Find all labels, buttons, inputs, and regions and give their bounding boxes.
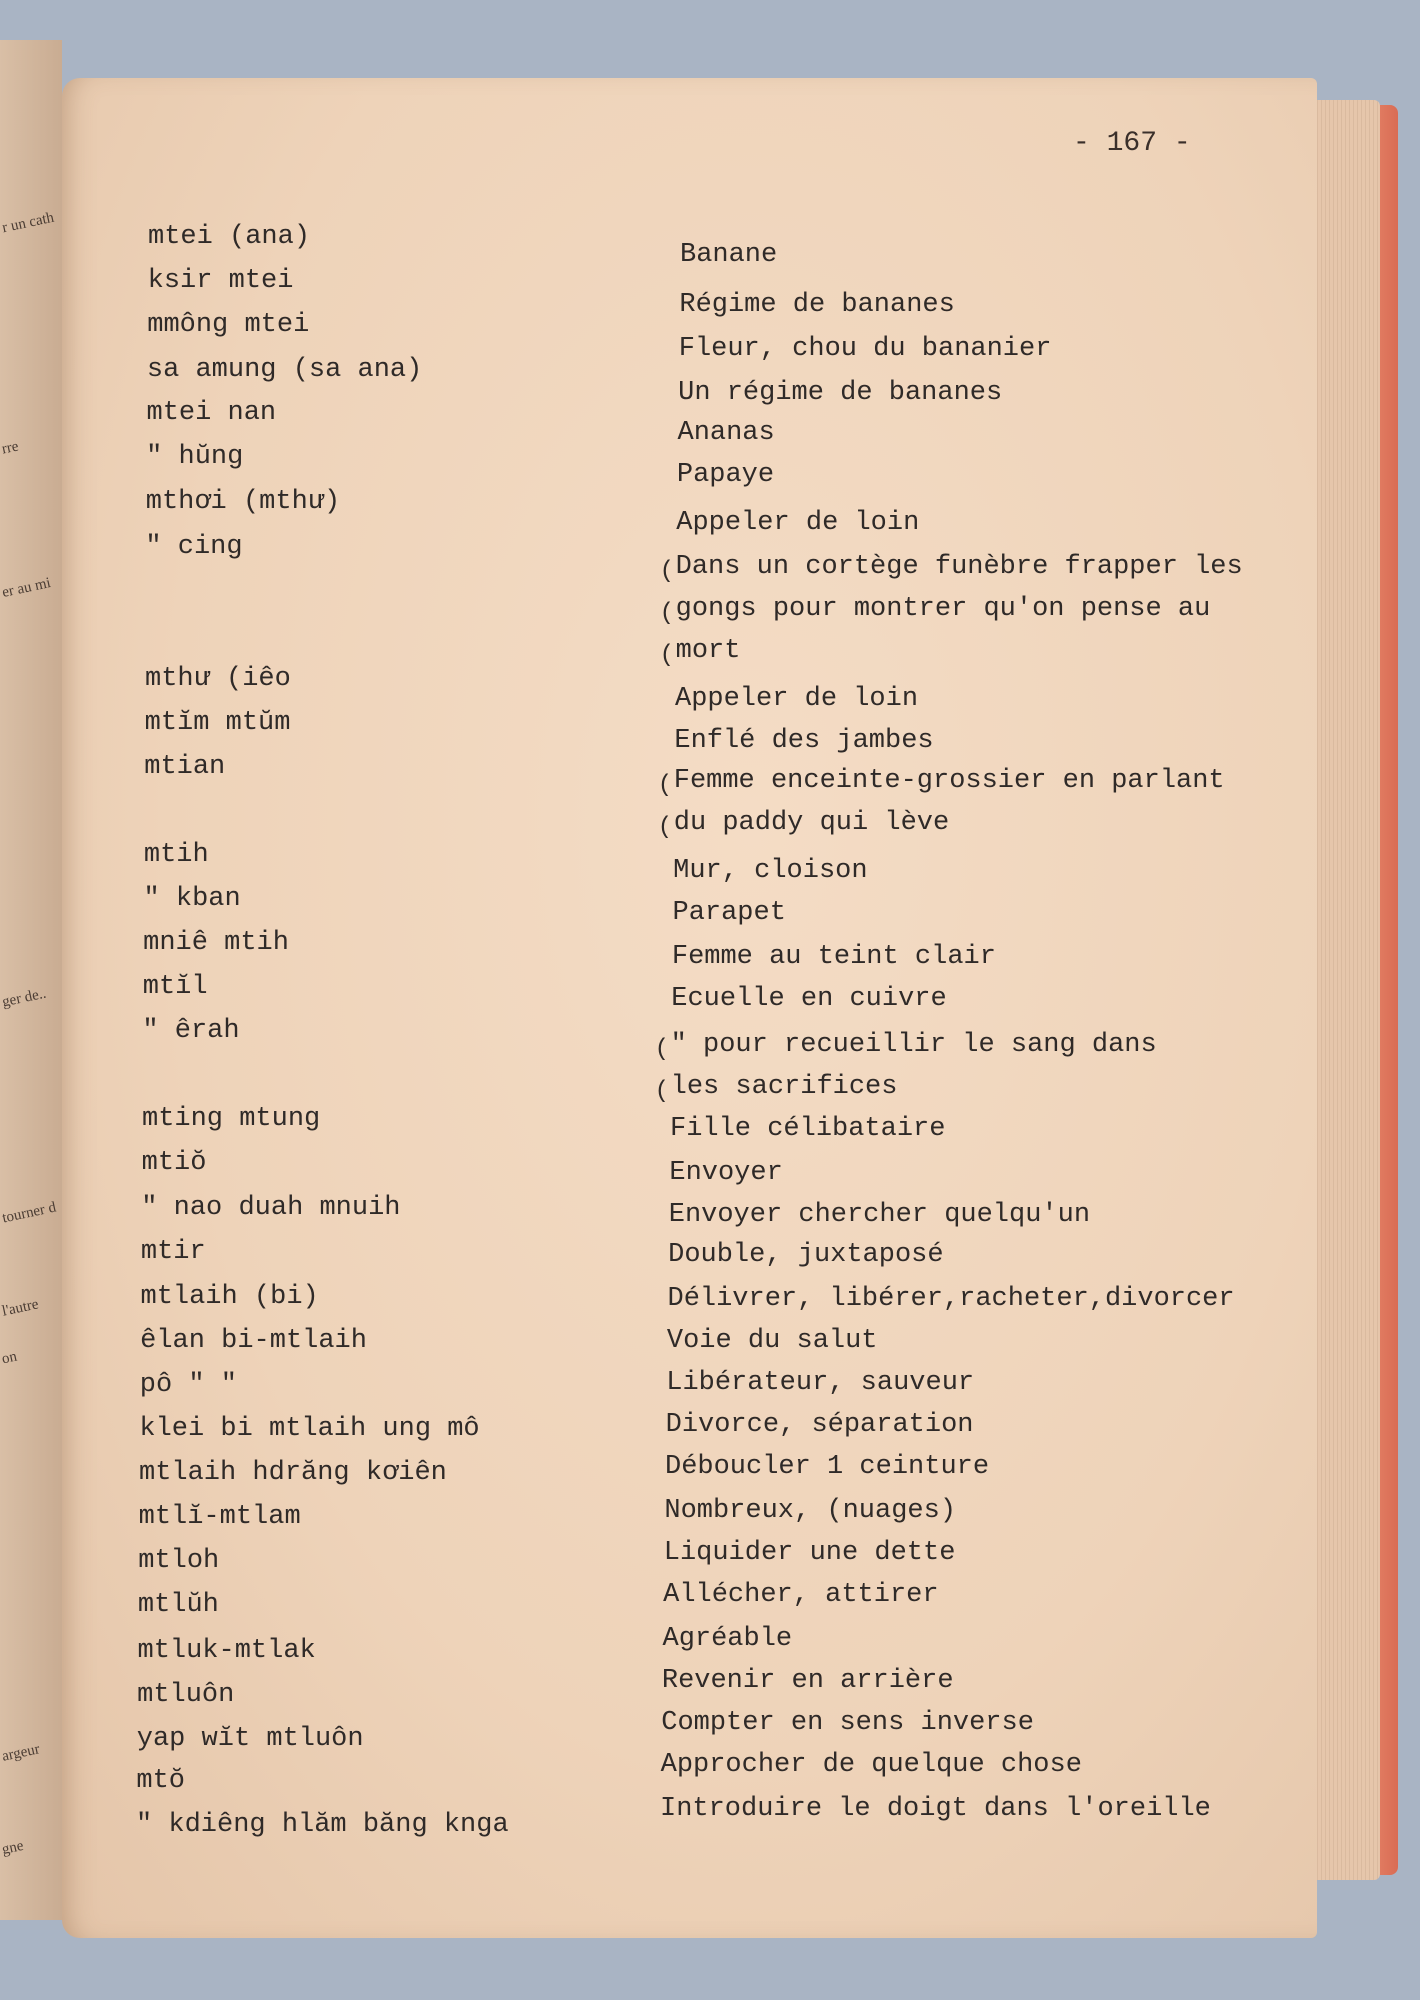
entry-definition: Envoyer <box>669 1158 783 1188</box>
entry-definition: Banane <box>680 240 778 270</box>
entry-definition: Femme enceinte-grossier en parlant <box>673 766 1225 796</box>
left-page-text-fragment: l'autre <box>0 1296 41 1320</box>
entry-definition: Nombreux, (nuages) <box>664 1496 957 1526</box>
entry-definition: Appeler de loin <box>676 508 920 538</box>
left-page-text-fragment: er au mi <box>0 575 53 601</box>
entry-definition: Introduire le doigt dans l'oreille <box>660 1794 1211 1824</box>
bracket-mark: ( <box>654 1078 670 1105</box>
entry-term: sa amung (sa ana) <box>146 355 423 385</box>
entry-definition: Un régime de bananes <box>678 378 1003 408</box>
bracket-mark: ( <box>659 642 675 669</box>
entry-definition: Déboucler 1 ceinture <box>665 1452 990 1482</box>
entry-definition: Libérateur, sauveur <box>666 1368 975 1398</box>
entry-term: mtei nan <box>146 398 277 428</box>
entry-term: " kdiêng hlăm băng knga <box>136 1810 509 1840</box>
left-page-text-fragment: on <box>0 1348 19 1368</box>
entry-definition: Régime de bananes <box>679 290 955 320</box>
bracket-mark: ( <box>657 814 673 841</box>
entry-term: mtĭm mtŭm <box>144 708 291 738</box>
page-number: - 167 - <box>1073 128 1191 159</box>
entry-definition: mort <box>675 636 741 666</box>
left-page-text-fragment: tourner d <box>0 1199 58 1227</box>
entry-definition: Appeler de loin <box>675 684 919 714</box>
entry-definition: Revenir en arrière <box>661 1666 954 1696</box>
bracket-mark: ( <box>654 1036 670 1063</box>
bracket-mark: ( <box>659 558 675 585</box>
entry-term: mtiŏ <box>141 1148 207 1178</box>
entry-term: mtir <box>140 1237 206 1267</box>
entry-definition: Approcher de quelque chose <box>660 1750 1082 1780</box>
entry-term: " nao duah mnuih <box>141 1193 401 1223</box>
entry-term: mtlaih (bi) <box>140 1282 319 1312</box>
entry-definition: Double, juxtaposé <box>668 1240 944 1270</box>
entry-term: mtluk-mtlak <box>137 1636 316 1666</box>
entry-term: klei bi mtlaih ung mô <box>139 1414 480 1444</box>
entry-term: mting mtung <box>142 1104 321 1134</box>
entry-definition: Ananas <box>677 418 775 448</box>
entry-term: êlan bi-mtlaih <box>140 1326 367 1356</box>
entry-term: mthơi (mthư) <box>145 487 341 517</box>
entry-term: yap wĭt mtluôn <box>136 1724 364 1754</box>
entry-definition: les sacrifices <box>670 1072 898 1102</box>
entry-definition: Fleur, chou du bananier <box>678 334 1052 364</box>
entry-term: mtluôn <box>137 1680 235 1710</box>
page-edges <box>1310 100 1380 1880</box>
entry-term: mtlŭh <box>137 1590 219 1620</box>
entry-term: " cing <box>145 532 243 562</box>
entry-term: " êrah <box>142 1016 240 1046</box>
entry-term: mtŏ <box>136 1766 185 1796</box>
entry-term: pô " " <box>139 1370 237 1400</box>
entry-term: mtian <box>144 752 226 782</box>
entry-definition: " pour recueillir le sang dans <box>670 1030 1157 1060</box>
entry-term: mtlĭ-mtlam <box>138 1502 301 1532</box>
entry-definition: Allécher, attirer <box>663 1580 939 1610</box>
entry-definition: Voie du salut <box>666 1326 878 1356</box>
entry-definition: du paddy qui lève <box>673 808 950 838</box>
entry-definition: gongs pour montrer qu'on pense au <box>675 594 1211 624</box>
left-page-edge <box>0 40 62 1920</box>
entry-definition: Compter en sens inverse <box>661 1708 1034 1738</box>
entry-term: " kban <box>143 884 241 914</box>
entry-definition: Dans un cortège funèbre frapper les <box>675 552 1243 582</box>
left-page-text-fragment: r un cath <box>0 209 56 237</box>
entry-term: mtĭl <box>142 972 208 1002</box>
entry-definition: Envoyer chercher quelqu'un <box>668 1200 1091 1230</box>
left-page-text-fragment: argeur <box>0 1741 42 1765</box>
left-page-text-fragment: rre <box>0 438 21 458</box>
entry-definition: Agréable <box>662 1624 793 1654</box>
entry-term: mtlaih hdrăng kơiên <box>139 1458 447 1488</box>
entry-definition: Fille célibataire <box>670 1114 946 1144</box>
entry-term: ksir mtei <box>147 266 294 296</box>
entry-definition: Mur, cloison <box>673 856 868 886</box>
entry-term: mtloh <box>138 1546 220 1576</box>
entry-definition: Liquider une dette <box>663 1538 956 1568</box>
entry-term: mtei (ana) <box>148 222 311 252</box>
entry-term: mmông mtei <box>147 310 310 340</box>
entry-term: mniê mtih <box>143 928 289 958</box>
entry-definition: Ecuelle en cuivre <box>671 984 947 1014</box>
entry-term: mtih <box>143 840 209 870</box>
entry-definition: Divorce, séparation <box>665 1410 974 1440</box>
entry-definition: Délivrer, libérer,racheter,divorcer <box>667 1284 1235 1314</box>
entry-definition: Enflé des jambes <box>674 726 934 756</box>
left-page-text-fragment: ger de.. <box>0 985 48 1011</box>
entry-definition: Femme au teint clair <box>671 942 996 972</box>
entry-definition: Papaye <box>676 460 775 490</box>
bracket-mark: ( <box>657 772 673 799</box>
entry-term: mthư (iêo <box>145 664 291 694</box>
entry-term: " hŭng <box>146 442 244 472</box>
left-page-text-fragment: gne <box>0 1837 25 1859</box>
bracket-mark: ( <box>659 600 675 627</box>
entry-definition: Parapet <box>672 898 786 928</box>
